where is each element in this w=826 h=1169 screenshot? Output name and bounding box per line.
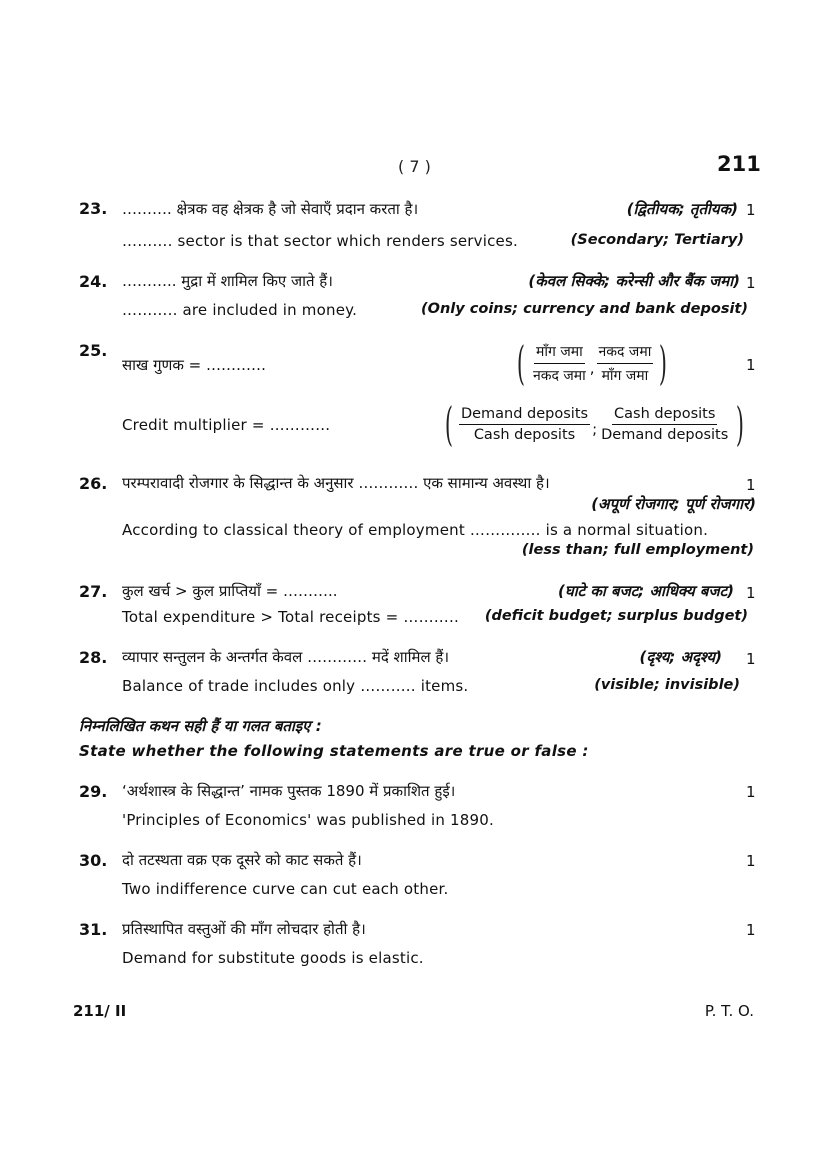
question-text-english: Total expenditure > Total receipts = ……….. bbox=[122, 608, 459, 626]
question-text-hindi: ………. क्षेत्रक वह क्षेत्रक है जो सेवाएँ प्रदान करता है। bbox=[122, 200, 419, 218]
question-text-hindi: ‘अर्थशास्त्र के सिद्धान्त’ नामक पुस्तक 1890 में प्रकाशित हुई। bbox=[122, 782, 456, 800]
question-number: 28. bbox=[79, 648, 108, 667]
marks: 1 bbox=[746, 584, 756, 602]
question-text-english: 'Principles of Economics' was published in 1890. bbox=[122, 811, 494, 829]
section-heading-hindi: निम्नलिखित कथन सही हैं या गलत बताइए : bbox=[79, 717, 322, 735]
paper-code: 211 bbox=[717, 152, 761, 176]
question-text-hindi: साख गुणक = ………… bbox=[122, 356, 266, 374]
options-english: (less than; full employment) bbox=[521, 542, 754, 558]
options-hindi: (केवल सिक्के; करेन्सी और बैंक जमा) bbox=[528, 272, 740, 290]
marks: 1 bbox=[746, 356, 756, 374]
right-parenthesis: ) bbox=[736, 397, 745, 451]
question-number: 24. bbox=[79, 272, 108, 291]
fraction bbox=[597, 342, 654, 385]
numerator: माँग जमा bbox=[534, 342, 585, 364]
marks: 1 bbox=[746, 921, 756, 939]
options-hindi: (द्वितीयक; तृतीयक) bbox=[626, 200, 738, 218]
question-text-english: ……….. are included in money. bbox=[122, 301, 358, 319]
question-text-hindi: व्यापार सन्तुलन के अन्तर्गत केवल ………… मदें शामिल हैं। bbox=[122, 648, 450, 666]
marks: 1 bbox=[746, 476, 756, 494]
marks: 1 bbox=[746, 650, 756, 668]
fraction bbox=[459, 406, 590, 443]
denominator: माँग जमा bbox=[601, 367, 649, 384]
question-text-english: Two indifference curve can cut each other. bbox=[122, 880, 449, 898]
options-english: (Only coins; currency and bank deposit) bbox=[421, 301, 748, 317]
denominator: Demand deposits bbox=[601, 426, 729, 443]
question-number: 27. bbox=[79, 582, 108, 601]
question-text-english: ………. sector is that sector which renders services. bbox=[122, 232, 518, 250]
options-hindi: (दृश्य; अदृश्य) bbox=[639, 648, 722, 666]
footer-paper-code: 211/ II bbox=[73, 1002, 127, 1020]
numerator: Cash deposits bbox=[612, 406, 717, 425]
page-number: ( 7 ) bbox=[398, 157, 431, 176]
marks: 1 bbox=[746, 274, 756, 292]
numerator: Demand deposits bbox=[459, 406, 590, 425]
question-number: 31. bbox=[79, 920, 108, 939]
options-english: (deficit budget; surplus budget) bbox=[484, 608, 748, 624]
left-parenthesis: ( bbox=[444, 397, 454, 451]
separator: , bbox=[589, 359, 595, 377]
options-hindi: (अपूर्ण रोजगार; पूर्ण रोजगार) bbox=[591, 495, 756, 513]
separator: ; bbox=[592, 420, 598, 438]
right-parenthesis: ) bbox=[659, 336, 668, 390]
fraction bbox=[599, 406, 730, 443]
question-number: 25. bbox=[79, 341, 108, 360]
english-fraction-options bbox=[440, 397, 749, 451]
question-text-hindi: दो तटस्थता वक्र एक दूसरे को काट सकते हैं। bbox=[122, 851, 362, 869]
question-number: 23. bbox=[79, 199, 108, 218]
question-text-hindi: प्रतिस्थापित वस्तुओं की माँग लोचदार होती है। bbox=[122, 920, 366, 938]
options-english: (visible; invisible) bbox=[594, 677, 740, 693]
denominator: Cash deposits bbox=[473, 426, 576, 443]
question-text-english: Balance of trade includes only ……….. items. bbox=[122, 677, 469, 695]
hindi-fraction-options bbox=[512, 336, 672, 390]
marks: 1 bbox=[746, 783, 756, 801]
question-text-hindi: कुल खर्च > कुल प्राप्तियाँ = ……….. bbox=[122, 582, 338, 600]
question-text-english: Demand for substitute goods is elastic. bbox=[122, 949, 424, 967]
question-text-english: According to classical theory of employment ………….. is a normal situation. bbox=[122, 521, 709, 539]
fraction bbox=[531, 342, 588, 385]
question-number: 30. bbox=[79, 851, 108, 870]
options-english: (Secondary; Tertiary) bbox=[570, 232, 744, 248]
section-heading-english: State whether the following statements are true or false : bbox=[79, 742, 589, 760]
left-parenthesis: ( bbox=[516, 336, 526, 390]
numerator: नकद जमा bbox=[597, 342, 654, 364]
options-hindi: (घाटे का बजट; आधिक्य बजट) bbox=[558, 582, 734, 600]
question-text-hindi: ……….. मुद्रा में शामिल किए जाते हैं। bbox=[122, 272, 333, 290]
pto-label: P. T. O. bbox=[704, 1002, 754, 1020]
marks: 1 bbox=[746, 852, 756, 870]
question-number: 29. bbox=[79, 782, 108, 801]
question-text-hindi: परम्परावादी रोजगार के सिद्धान्त के अनुसार ………… एक सामान्य अवस्था है। bbox=[122, 474, 550, 492]
marks: 1 bbox=[746, 201, 756, 219]
denominator: नकद जमा bbox=[532, 367, 586, 384]
question-number: 26. bbox=[79, 474, 108, 493]
question-text-english: Credit multiplier = ………… bbox=[122, 416, 331, 434]
